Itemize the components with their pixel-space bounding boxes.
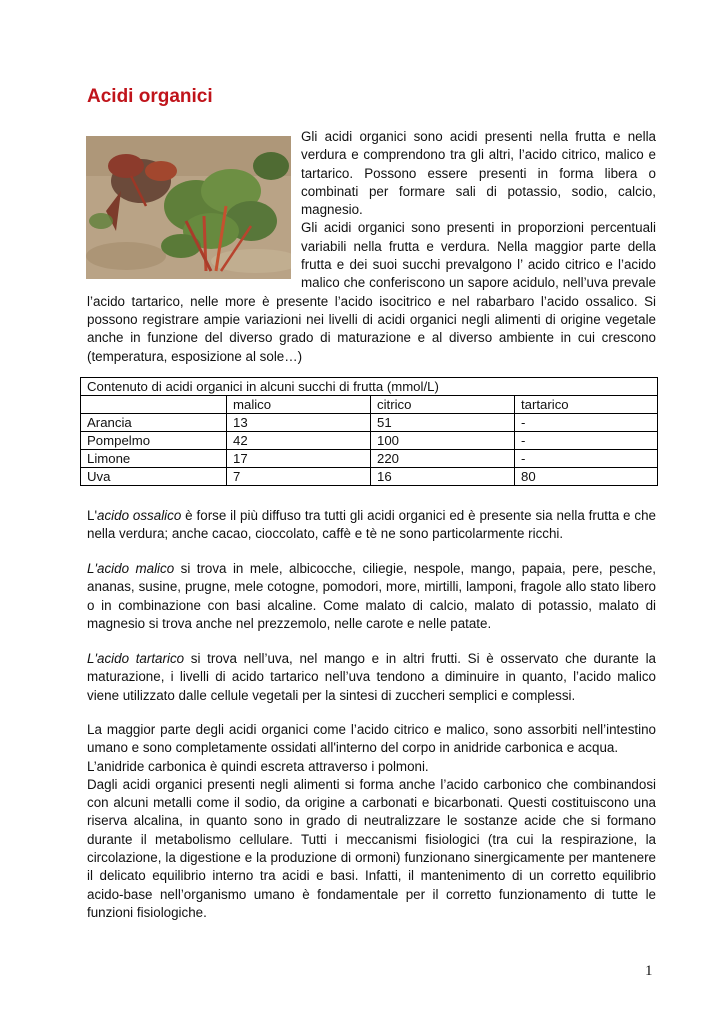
- table-header-row: [81, 396, 658, 414]
- tartarico-term: L'acido tartarico: [87, 651, 185, 666]
- intro-text: [87, 128, 656, 366]
- table-caption: Contenuto di acidi organici in alcuni succhi di frutta (mmol/L): [81, 378, 658, 396]
- intro-paragraph: Gli acidi organici sono acidi presenti nella frutta e nella verdura e comprendono tra gli altri, l’acido citrico, malico e tartarico. Possono essere presenti in forma libera o combinati per formare sali di potassio, sodio, calcio, magnesio.: [301, 129, 656, 218]
- intro-paragraph: Gli acidi organici sono presenti in proporzioni percentuali variabili nella frutta e verdura. Nella maggior parte della frutta e dei suoi succhi prevalgono l’ acido citrico e l’acido malico che conferiscono un sapore acidulo, nell’uva prevale l’acido tartarico, nelle more è presente l’acido isocitrico e nel rabarbaro l’acido ossalico. Si possono registrare ampie variazioni nei livelli di acidi organici negli alimenti di origine vegetale anche in funzione del diverso grado di maturazione e al diverso ambiente in cui crescono (temperatura, esposizione al sole…): [87, 220, 656, 364]
- ossalico-prefix: L': [87, 508, 98, 523]
- malico-paragraph: [87, 560, 656, 633]
- malico-text: si trova in mele, albicocche, ciliegie, nespole, mango, papaia, pere, pesche, ananas, susine, prugne, mele cotogne, pomodori, more, mirtilli, lamponi, fragole allo stato libero o in combinazione con basi alcaline. Come malato di calcio, malato di potassio, malato di magnesio si trova anche nel prezzemolo, nelle carote e nelle patate.: [87, 561, 657, 631]
- photo-spacer: [87, 128, 301, 288]
- table-cell: 13: [227, 414, 371, 432]
- table-cell: Uva: [81, 468, 227, 486]
- table-cell: Limone: [81, 450, 227, 468]
- ossalico-text: è forse il più diffuso tra tutti gli acidi organici ed è presente sia nella frutta e che nella verdura; anche cacao, cioccolato, caffè e tè ne sono particolarmente ricchi.: [87, 508, 656, 542]
- table-cell: 220: [371, 450, 515, 468]
- tartarico-paragraph: [87, 650, 656, 705]
- table-cell: -: [515, 450, 658, 468]
- table-row: [81, 450, 658, 468]
- closing-section: [87, 721, 656, 922]
- table-cell: 51: [371, 414, 515, 432]
- closing-paragraph: La maggior parte degli acidi organici come l’acido citrico e malico, sono assorbiti nell’intestino umano e sono completamente ossidati all'interno del corpo in anidride carbonica e acqua.: [87, 722, 656, 756]
- table-header-cell: [81, 396, 227, 414]
- table-caption-row: [81, 378, 658, 396]
- table-cell: -: [515, 414, 658, 432]
- table-row: [81, 468, 658, 486]
- tartarico-text: si trova nell’uva, nel mango e in altri frutti. Si è osservato che durante la maturazione, i livelli di acido tartarico nell’uva tendono a diminuire in quanto, l’acido malico viene utilizzato dalle cellule vegetali per la sintesi di zuccheri semplici e complessi.: [87, 651, 657, 703]
- table-cell: 7: [227, 468, 371, 486]
- table-cell: 100: [371, 432, 515, 450]
- table-cell: Arancia: [81, 414, 227, 432]
- table-cell: Pompelmo: [81, 432, 227, 450]
- ossalico-paragraph: [87, 507, 656, 544]
- table-cell: 17: [227, 450, 371, 468]
- ossalico-term: acido ossalico: [97, 508, 182, 523]
- table-cell: 42: [227, 432, 371, 450]
- closing-paragraph: Dagli acidi organici presenti negli alimenti si forma anche l’acido carbonico che combinandosi con alcuni metalli come il sodio, da origine a carbonati e bicarbonati. Questi costituiscono una riserva alcalina, in quanto sono in grado di neutralizzare le sostanze acide che si formano durante il metabolismo cellulare. Tutti i meccanismi fisiologici (tra cui la respirazione, la circolazione, la digestione e la produzione di ormoni) funzionano sinergicamente per mantenere il delicato equilibrio interno tra acidi e basi. Infatti, il mantenimento di un corretto equilibrio acido-base nell’organismo umano è fondamentale per il corretto funzionamento di tutte le funzioni fisiologiche.: [87, 776, 656, 920]
- table-row: [81, 414, 658, 432]
- malico-term: L'acido malico: [87, 561, 175, 576]
- table-cell: -: [515, 432, 658, 450]
- table-cell: 80: [515, 468, 658, 486]
- table-row: [81, 432, 658, 450]
- table-cell: 16: [371, 468, 515, 486]
- closing-paragraph: L’anidride carbonica è quindi escreta attraverso i polmoni.: [87, 758, 429, 774]
- table-header-cell: tartarico: [515, 396, 658, 414]
- table-header-cell: citrico: [371, 396, 515, 414]
- page-title: Acidi organici: [87, 86, 213, 107]
- acid-content-table: [80, 377, 658, 486]
- page-number: 1: [645, 963, 653, 979]
- table-header-cell: malico: [227, 396, 371, 414]
